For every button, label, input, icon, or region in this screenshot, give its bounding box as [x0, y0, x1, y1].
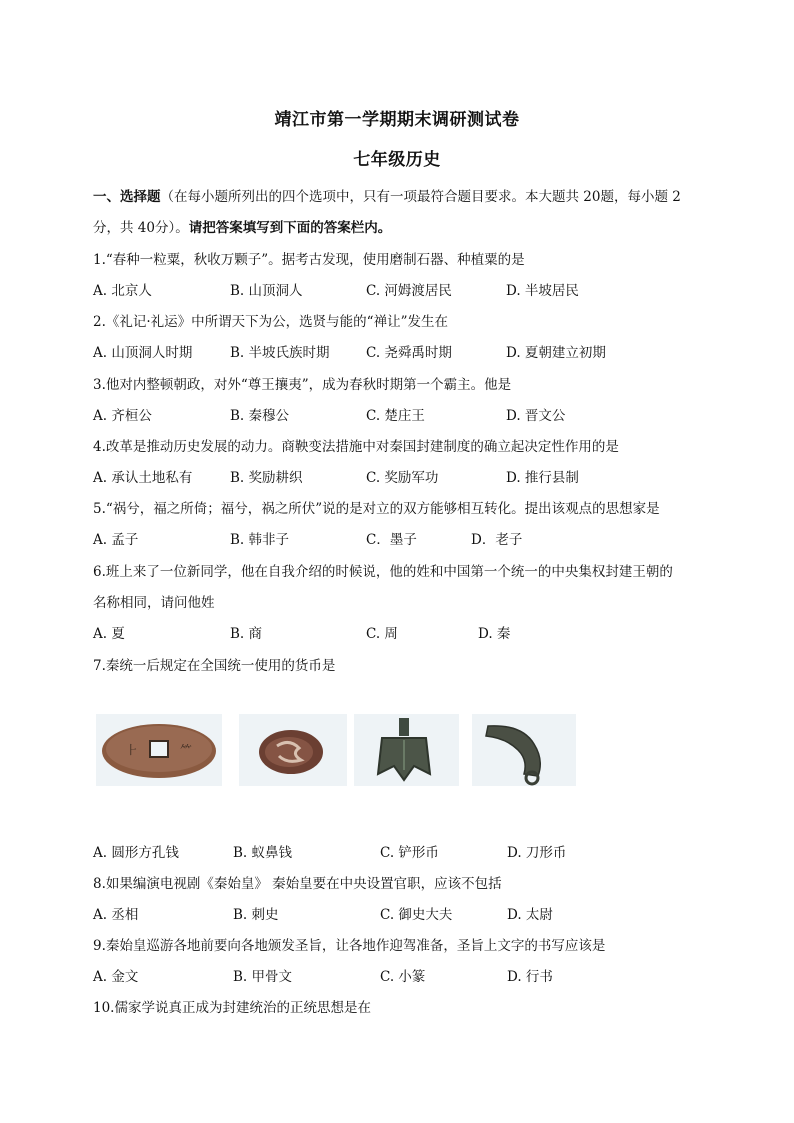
- question-4-options: [93, 466, 713, 486]
- section-instruction-line1: [93, 185, 681, 205]
- section-heading: 一、选择题: [93, 189, 161, 205]
- option-a: A. 承认土地私有: [93, 470, 193, 486]
- question-1-options: [93, 279, 713, 299]
- question-7-options: [93, 841, 713, 861]
- question-7-stem: 7.秦统一后规定在全国统一使用的货币是: [93, 658, 336, 674]
- ant-nose-coin-image: [239, 714, 347, 786]
- question-6-options: [93, 622, 713, 642]
- exam-title: 靖江市第一学期期末调研测试卷: [274, 110, 520, 130]
- option-b: B. 商: [230, 626, 263, 642]
- option-d: D. 太尉: [507, 907, 553, 923]
- option-c: C. 小篆: [380, 969, 426, 985]
- question-5-stem: 5.“祸兮，福之所倚；福兮，祸之所伏”说的是对立的双方能够相互转化。提出该观点的思想家是: [93, 501, 660, 517]
- question-8-options: [93, 903, 713, 923]
- answer-instruction: 请把答案填写到下面的答案栏内。: [188, 220, 392, 236]
- question-8-stem: 8.如果编演电视剧《秦始皇》 秦始皇要在中央设置官职，应该不包括: [93, 876, 502, 892]
- option-d: D. 半坡居民: [506, 283, 579, 299]
- option-a: A. 圆形方孔钱: [93, 845, 179, 861]
- option-a: A. 山顶洞人时期: [93, 345, 193, 361]
- option-c: C. 周: [366, 626, 398, 642]
- section-instruction-line2: [93, 216, 391, 236]
- option-d: D. 行书: [507, 969, 553, 985]
- question-6-stem: 6.班上来了一位新同学，他在自我介绍的时候说，他的姓和中国第一个统一的中央集权封建王朝的: [93, 564, 673, 580]
- option-b: B. 奖励耕织: [230, 470, 303, 486]
- option-a: A. 夏: [93, 626, 125, 642]
- svg-text:⺮: ⺮: [180, 743, 193, 757]
- exam-subtitle: 七年级历史: [353, 150, 441, 170]
- section-instruction: （在每小题所列出的四个选项中，只有一项最符合题目要求。本大题共 20题，每小题 2: [160, 189, 681, 205]
- option-d: D. 夏朝建立初期: [506, 345, 606, 361]
- option-b: B. 山顶洞人: [230, 283, 303, 299]
- option-c: C. 尧舜禹时期: [366, 345, 452, 361]
- option-b: B. 蚁鼻钱: [233, 845, 293, 861]
- round-coin-image: [96, 714, 222, 786]
- option-d: D. 推行县制: [506, 470, 579, 486]
- option-a: A. 金文: [93, 969, 139, 985]
- option-c: C. 铲形币: [380, 845, 439, 861]
- option-a: A. 北京人: [93, 283, 152, 299]
- option-d: D. 刀形币: [507, 845, 567, 861]
- knife-coin-image: [472, 714, 576, 786]
- option-d: D. 晋文公: [506, 408, 566, 424]
- option-c: C. 河姆渡居民: [366, 283, 452, 299]
- question-9-options: [93, 965, 713, 985]
- question-3-stem: 3.他对内整顿朝政，对外“尊王攘夷”，成为春秋时期第一个霸主。他是: [93, 377, 512, 393]
- question-6-stem-line2: 名称相同，请问他姓: [93, 595, 215, 611]
- option-a: A. 丞相: [93, 907, 139, 923]
- question-10-stem: 10.儒家学说真正成为封建统治的正统思想是在: [93, 1000, 371, 1016]
- option-c: C. 御史大夫: [380, 907, 453, 923]
- option-c: C. 楚庄王: [366, 408, 425, 424]
- question-1-stem: 1.“春种一粒粟，秋收万颗子”。据考古发现，使用磨制石器、种植粟的是: [93, 252, 525, 268]
- question-2-stem: 2.《礼记·礼运》中所谓天下为公，选贤与能的“禅让”发生在: [93, 314, 448, 330]
- option-b: B. 甲骨文: [233, 969, 293, 985]
- option-c: C. 奖励军功: [366, 470, 439, 486]
- question-4-stem: 4.改革是推动历史发展的动力。商鞅变法措施中对秦国封建制度的确立起决定性作用的是: [93, 439, 619, 455]
- section-score-note: 分，共 40分）。: [93, 220, 189, 236]
- option-d: D．老子: [471, 532, 523, 548]
- question-9-stem: 9.秦始皇巡游各地前要向各地颁发圣旨，让各地作迎驾准备，圣旨上文字的书写应该是: [93, 938, 606, 954]
- question-5-options: [93, 528, 713, 548]
- option-b: B. 韩非子: [230, 532, 290, 548]
- spade-coin-image: [354, 714, 459, 786]
- option-a: A. 齐桓公: [93, 408, 152, 424]
- option-b: B. 半坡氏族时期: [230, 345, 330, 361]
- option-b: B. 刺史: [233, 907, 279, 923]
- option-a: A. 孟子: [93, 532, 139, 548]
- question-2-options: [93, 341, 713, 361]
- question-3-options: [93, 404, 713, 424]
- option-b: B. 秦穆公: [230, 408, 290, 424]
- svg-text:⺊: ⺊: [126, 743, 139, 757]
- option-d: D. 秦: [478, 626, 511, 642]
- option-c: C．墨子: [366, 532, 417, 548]
